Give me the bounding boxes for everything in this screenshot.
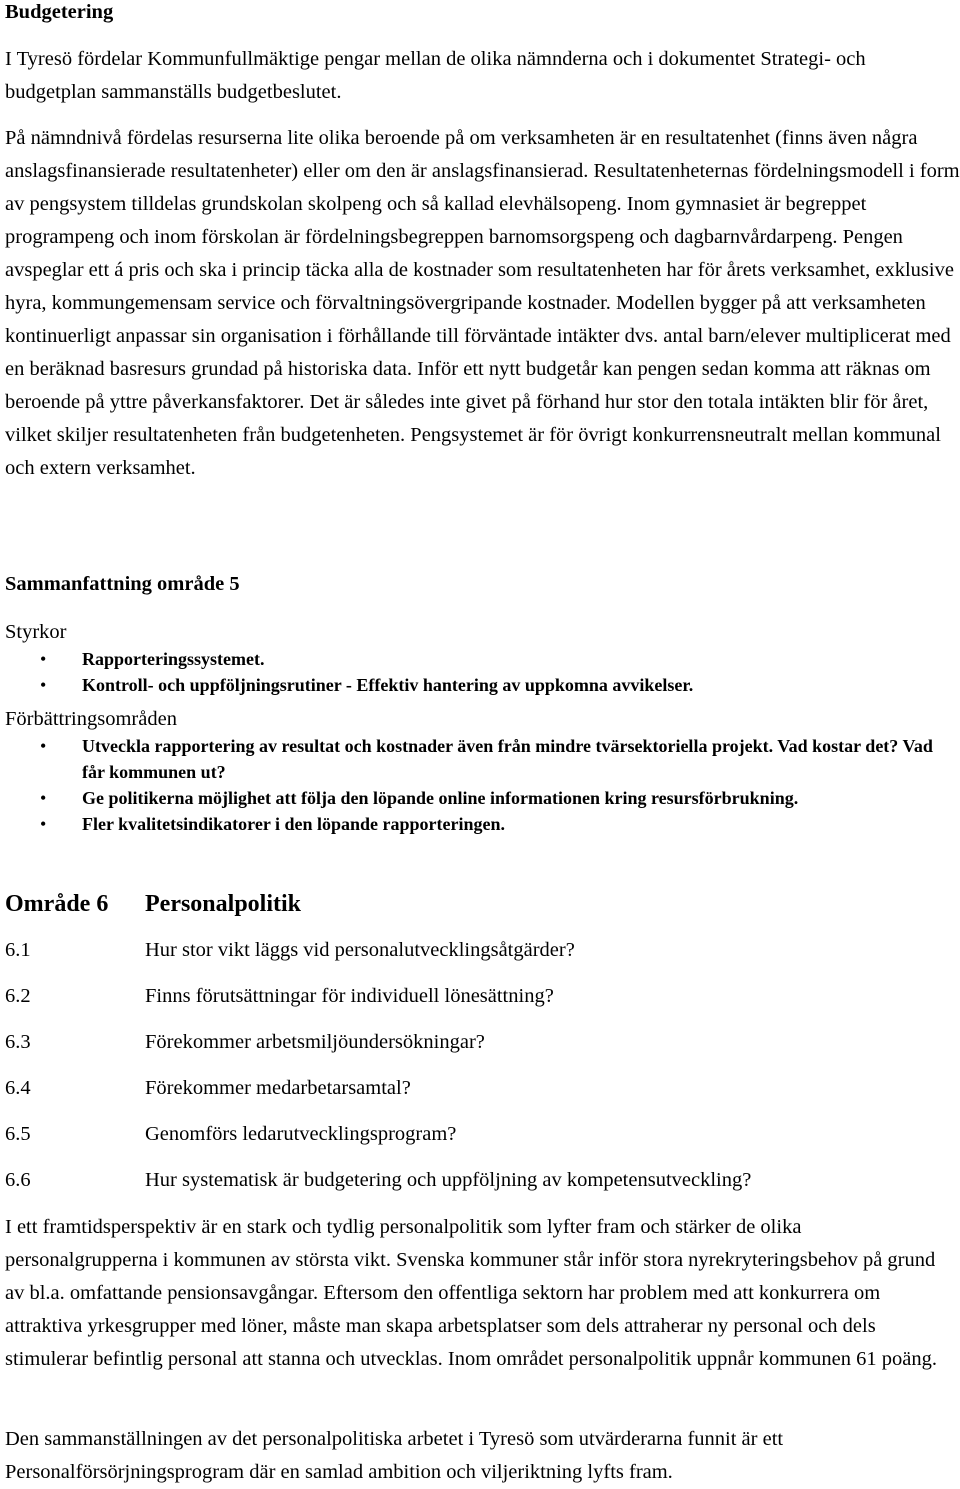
list-item xyxy=(5,733,945,785)
question-text: Förekommer arbetsmiljöundersökningar? xyxy=(145,1031,485,1053)
strengths-label: Styrkor xyxy=(5,621,67,643)
bullet-icon: • xyxy=(40,675,47,695)
improvement-areas-label: Förbättringsområden xyxy=(5,708,177,730)
strength-text: Kontroll- och uppföljningsrutiner - Effektiv hantering av uppkomna avvikelser. xyxy=(82,675,694,695)
question-row xyxy=(5,934,955,967)
area-number: Område 6 xyxy=(5,891,109,917)
bullet-icon: • xyxy=(40,814,47,834)
question-number: 6.3 xyxy=(5,1031,31,1053)
bullet-icon: • xyxy=(40,788,47,808)
question-row xyxy=(5,1118,955,1151)
budget-paragraph-1: I Tyresö fördelar Kommunfullmäktige pengar mellan de olika nämnderna och i dokumentet Strategi- och budgetplan sammanställs budgetbeslutet. xyxy=(5,48,866,103)
question-row xyxy=(5,1026,955,1059)
question-number: 6.2 xyxy=(5,985,31,1007)
area-title: Personalpolitik xyxy=(145,891,302,917)
improvement-list xyxy=(5,733,945,837)
question-row xyxy=(5,1072,955,1105)
question-number: 6.6 xyxy=(5,1169,31,1191)
budget-paragraph-2: På nämndnivå fördelas resurserna lite olika beroende på om verksamheten är en resultatenhet (finns även några anslagsfinansierade resultatenheter) eller om den är anslagsfinansierad. Resultatenheternas fördelningsmodell i form av pengsystem tilldelas grundskolan skolpeng och så kallad elevhälsopeng. Inom gymnasiet är begreppet programpeng och inom förskolan är fördelningsbegreppen barnomsorgspeng och dagbarnvårdarpeng. Pengen avspeglar ett á pris och ska i princip täcka alla de kostnader som resultatenheten har för årets verksamhet, exklusive hyra, kommungemensam service och förvaltningsövergripande kostnader. Modellen bygger på att verksamheten kontinuerligt anpassar sin organisation i förhållande till förväntade intäkter dvs. antal barn/elever multiplicerat med en beräknad basresurs grundad på historiska data. Inför ett nytt budgetår kan pengen sedan komma att räknas om beroende på yttre påverkansfaktorer. Det är således inte givet på förhand hur stor den totala intäkten blir för året, vilket skiljer resultatenheten från budgetenheten. Pengsystemet är för övrigt konkurrensneutralt mellan kommunal och extern verksamhet. xyxy=(5,127,960,479)
improvement-text: Fler kvalitetsindikatorer i den löpande rapporteringen. xyxy=(82,814,506,834)
question-row xyxy=(5,1164,955,1197)
improvement-text: Ge politikerna möjlighet att följa den löpande online informationen kring resursförbrukning. xyxy=(82,788,799,808)
section-title-budgetering: Budgetering xyxy=(5,1,114,23)
question-text: Hur stor vikt läggs vid personalutvecklingsåtgärder? xyxy=(145,939,575,961)
list-item xyxy=(5,672,945,698)
bullet-icon: • xyxy=(40,649,47,669)
list-item xyxy=(5,785,945,811)
question-number: 6.1 xyxy=(5,939,31,961)
improvement-text: Utveckla rapportering av resultat och kostnader även från mindre tvärsektoriella projekt. Vad kostar det? Vad får kommunen ut? xyxy=(82,736,933,782)
question-text: Förekommer medarbetarsamtal? xyxy=(145,1077,411,1099)
question-number: 6.5 xyxy=(5,1123,31,1145)
personnel-paragraph-1: I ett framtidsperspektiv är en stark och tydlig personalpolitik som lyfter fram och stärker de olika personalgrupperna i kommunen av största vikt. Svenska kommuner står inför stora nyrekryteringsbehov på grund av bl.a. omfattande pensionsavgångar. Eftersom den offentliga sektorn har problem med att konkurrera om attraktiva yrkesgrupper med löner, måste man skapa arbetsplatser som dels attraherar ny personal och dels stimulerar befintlig personal att stanna och utvecklas. Inom området personalpolitik uppnår kommunen 61 poäng. xyxy=(5,1216,937,1370)
list-item xyxy=(5,811,945,837)
list-item xyxy=(5,646,945,672)
strength-text: Rapporteringssystemet. xyxy=(82,649,265,669)
personnel-paragraph-2: Den sammanställningen av det personalpolitiska arbetet i Tyresö som utvärderarna funnit är ett Personalförsörjningsprogram där en samlad ambition och viljeriktning lyfts fram. xyxy=(5,1428,784,1483)
question-text: Genomförs ledarutvecklingsprogram? xyxy=(145,1123,457,1145)
area-6-heading xyxy=(5,888,301,921)
strengths-list xyxy=(5,646,945,698)
summary-title: Sammanfattning område 5 xyxy=(5,573,240,595)
question-text: Finns förutsättningar för individuell lönesättning? xyxy=(145,985,554,1007)
question-row xyxy=(5,980,955,1013)
question-text: Hur systematisk är budgetering och uppföljning av kompetensutveckling? xyxy=(145,1169,752,1191)
question-number: 6.4 xyxy=(5,1077,31,1099)
bullet-icon: • xyxy=(40,736,47,756)
